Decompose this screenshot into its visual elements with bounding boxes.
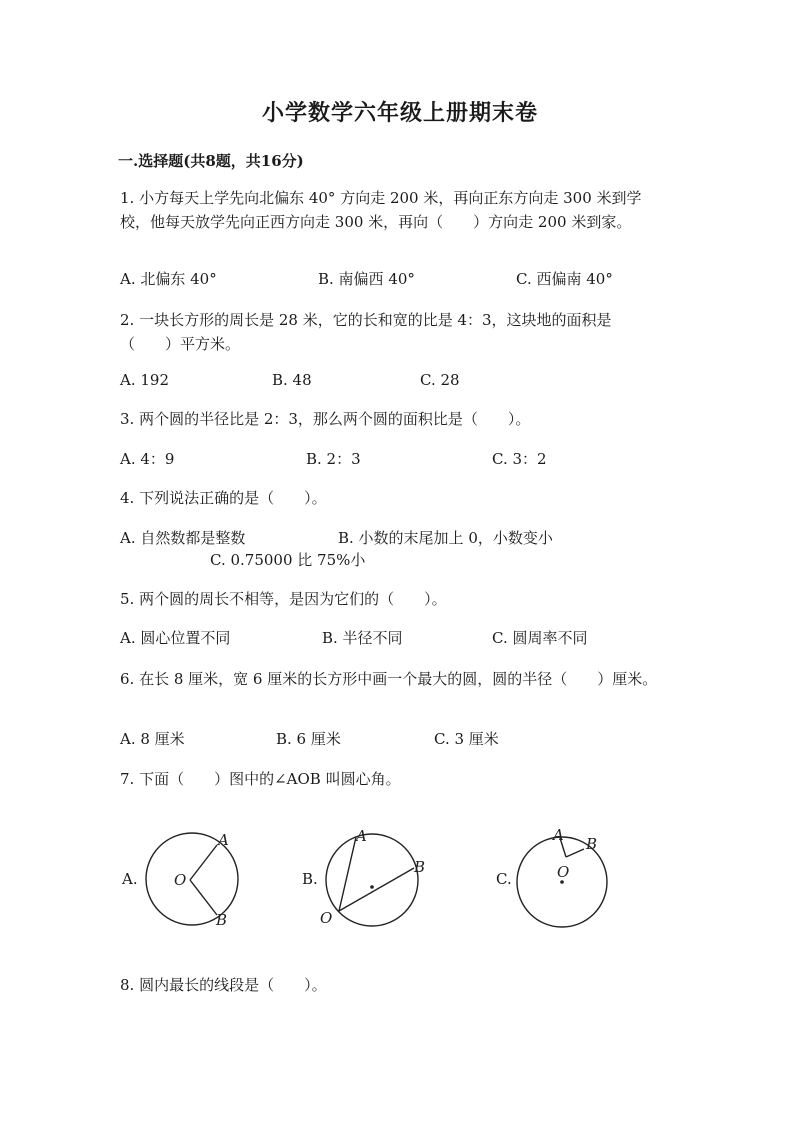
q7-option-a[interactable]: A. xyxy=(122,870,138,888)
q2-option-c[interactable]: C. 28 xyxy=(420,371,460,389)
q7-option-b[interactable]: B. xyxy=(302,870,318,888)
q5-option-a[interactable]: A. 圆心位置不同 xyxy=(120,629,231,647)
q4-option-b[interactable]: B. 小数的末尾加上 0，小数变小 xyxy=(338,529,553,547)
q4-option-c[interactable]: C. 0.75000 比 75%小 xyxy=(210,551,366,569)
q7-option-c[interactable]: C. xyxy=(496,870,512,888)
point-b-label: B xyxy=(414,858,426,876)
point-o-label: O xyxy=(320,909,333,927)
question-1: 1. 小方每天上学先向北偏东 40° 方向走 200 米，再向正东方向走 300 米到学校，他每天放学先向正西方向走 300 米，再向（ ）方向走 200 米到家。 xyxy=(120,189,642,231)
q5-option-b[interactable]: B. 半径不同 xyxy=(322,629,403,647)
point-a-label: A xyxy=(218,831,229,849)
point-a-label: A xyxy=(553,826,564,844)
q5-option-c[interactable]: C. 圆周率不同 xyxy=(492,629,588,647)
point-o-label: O xyxy=(174,871,187,889)
q1-option-c[interactable]: C. 西偏南 40° xyxy=(516,270,613,288)
question-3: 3. 两个圆的半径比是 2：3，那么两个圆的面积比是（ ）。 xyxy=(120,410,531,428)
question-7: 7. 下面（ ）图中的∠AOB 叫圆心角。 xyxy=(120,770,401,788)
point-b-label: B xyxy=(586,835,598,853)
q1-option-b[interactable]: B. 南偏西 40° xyxy=(318,270,415,288)
point-a-label: A xyxy=(356,827,367,845)
q4-option-a[interactable]: A. 自然数都是整数 xyxy=(120,529,246,547)
section-title: 一.选择题(共8题，共16分) xyxy=(118,152,304,170)
q7-figure-a xyxy=(140,825,260,935)
question-5: 5. 两个圆的周长不相等，是因为它们的（ ）。 xyxy=(120,590,447,608)
question-6: 6. 在长 8 厘米，宽 6 厘米的长方形中画一个最大的圆，圆的半径（ ）厘米。 xyxy=(120,670,658,688)
q7-figure-c xyxy=(510,825,630,935)
q2-option-a[interactable]: A. 192 xyxy=(120,371,169,389)
q3-option-a[interactable]: A. 4：9 xyxy=(120,450,175,468)
q6-option-a[interactable]: A. 8 厘米 xyxy=(120,730,185,748)
q1-option-a[interactable]: A. 北偏东 40° xyxy=(120,270,217,288)
question-4: 4. 下列说法正确的是（ ）。 xyxy=(120,489,327,507)
question-8: 8. 圆内最长的线段是（ ）。 xyxy=(120,976,327,994)
q7-figure-b xyxy=(318,825,438,935)
q6-option-c[interactable]: C. 3 厘米 xyxy=(434,730,499,748)
page-title: 小学数学六年级上册期末卷 xyxy=(261,100,538,126)
q3-option-b[interactable]: B. 2：3 xyxy=(306,450,361,468)
q3-option-c[interactable]: C. 3：2 xyxy=(492,450,547,468)
question-2: 2. 一块长方形的周长是 28 米，它的长和宽的比是 4：3，这块地的面积是（ ）平方米。 xyxy=(120,311,612,353)
q2-option-b[interactable]: B. 48 xyxy=(272,371,312,389)
point-o-label: O xyxy=(557,863,570,881)
q6-option-b[interactable]: B. 6 厘米 xyxy=(276,730,341,748)
point-b-label: B xyxy=(216,911,228,929)
